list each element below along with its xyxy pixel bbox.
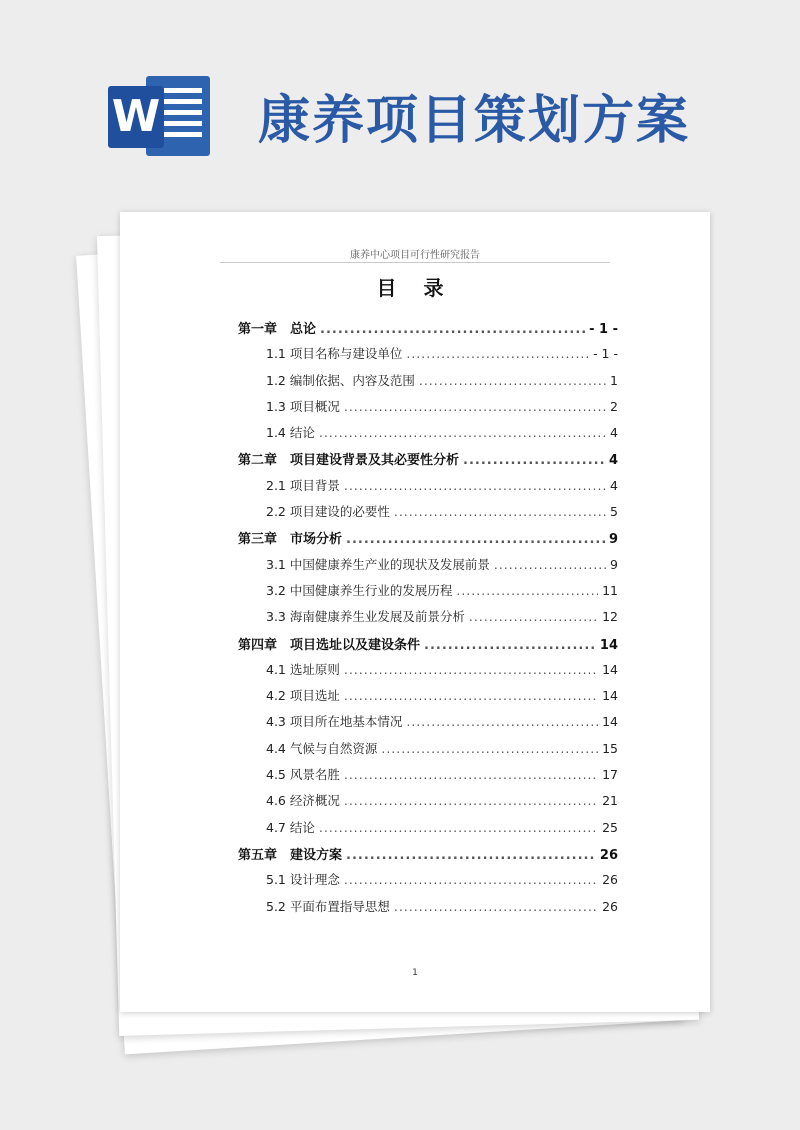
toc-entry-page: 9 <box>608 532 618 548</box>
toc-entry-page: 14 <box>602 714 618 730</box>
toc-dot-leader <box>456 583 598 598</box>
toc-entry-page: 26 <box>602 898 618 914</box>
toc-entry-label: 第三章 市场分析 <box>238 532 343 548</box>
toc-section-entry[interactable] <box>238 555 618 581</box>
toc-entry-page: 2 <box>610 398 618 414</box>
toc-section-entry[interactable] <box>238 344 618 370</box>
toc-dot-leader <box>344 793 598 808</box>
toc-section-entry[interactable] <box>238 765 618 791</box>
toc-entry-label: 3.1 中国健康养生产业的现状及发展前景 <box>266 556 490 572</box>
toc-entry-label: 5.2 平面布置指导思想 <box>266 898 390 914</box>
toc-section-entry[interactable] <box>238 870 618 896</box>
toc-entry-label: 2.2 项目建设的必要性 <box>266 504 390 520</box>
toc-dot-leader <box>344 478 606 493</box>
toc-section-entry[interactable] <box>238 791 618 817</box>
toc-entry-page: 21 <box>602 793 618 809</box>
toc-dot-leader <box>469 609 598 624</box>
toc-entry-label: 4.2 项目选址 <box>266 688 340 704</box>
toc-entry-label: 4.1 选址原则 <box>266 661 340 677</box>
toc-entry-label: 第二章 项目建设背景及其必要性分析 <box>238 453 460 469</box>
toc-chapter-entry[interactable] <box>238 844 618 870</box>
toc-section-entry[interactable] <box>238 897 618 923</box>
toc-chapter-entry[interactable] <box>238 634 618 660</box>
toc-entry-page: 14 <box>599 637 618 653</box>
toc-section-entry[interactable] <box>238 712 618 738</box>
toc-entry-page: 12 <box>602 609 618 625</box>
toc-entry-page: 1 <box>610 372 618 388</box>
toc-entry-page: 26 <box>602 872 618 888</box>
toc-entry-label: 4.3 项目所在地基本情况 <box>266 714 403 730</box>
toc-section-entry[interactable] <box>238 739 618 765</box>
toc-entry-page: 14 <box>602 661 618 677</box>
toc-dot-leader <box>346 848 596 863</box>
toc-title: 目 录 <box>376 276 454 300</box>
toc-entry-label: 第五章 建设方案 <box>238 847 343 863</box>
banner <box>0 0 800 200</box>
toc-entry-page: - 1 - <box>593 346 618 362</box>
toc-section-entry[interactable] <box>238 660 618 686</box>
toc-entry-page: 4 <box>608 453 618 469</box>
toc-entry-page: 4 <box>610 477 618 493</box>
toc-section-entry[interactable] <box>238 686 618 712</box>
toc-entry-page: 26 <box>599 847 618 863</box>
toc-section-entry[interactable] <box>238 607 618 633</box>
toc-dot-leader <box>320 322 585 337</box>
word-logo-icon <box>108 74 214 158</box>
toc-chapter-entry[interactable] <box>238 528 618 554</box>
toc-entry-label: 第四章 项目选址以及建设条件 <box>238 637 421 653</box>
toc-entry-label: 4.7 结论 <box>266 819 315 835</box>
toc-entry-label: 4.5 风景名胜 <box>266 767 340 783</box>
toc-dot-leader <box>344 872 598 887</box>
banner-title: 康养项目策划方案 <box>258 91 691 151</box>
toc-entry-page: - 1 - <box>589 322 618 337</box>
toc-section-entry[interactable] <box>238 423 618 449</box>
toc-section-entry[interactable] <box>238 818 618 844</box>
toc-entry-label: 2.1 项目背景 <box>266 477 340 493</box>
toc-entry-label: 1.1 项目名称与建设单位 <box>266 346 403 362</box>
toc-entry-label: 4.6 经济概况 <box>266 793 340 809</box>
toc-dot-leader <box>344 688 598 703</box>
toc-entry-page: 4 <box>610 425 618 441</box>
toc-entry-page: 25 <box>602 819 618 835</box>
toc-dot-leader <box>494 557 606 572</box>
toc-entry-page: 5 <box>610 504 618 520</box>
toc-entry-page: 11 <box>602 582 618 598</box>
table-of-contents <box>238 318 618 923</box>
toc-entry-label: 3.3 海南健康养生业发展及前景分析 <box>266 609 465 625</box>
toc-entry-label: 3.2 中国健康养生行业的发展历程 <box>266 582 453 598</box>
header-rule <box>220 262 610 263</box>
toc-dot-leader <box>319 820 598 835</box>
toc-dot-leader <box>344 399 606 414</box>
toc-dot-leader <box>344 662 598 677</box>
toc-entry-page: 14 <box>602 688 618 704</box>
toc-dot-leader <box>394 504 606 519</box>
toc-entry-label: 第一章 总论 <box>238 322 317 337</box>
toc-entry-label: 1.4 结论 <box>266 425 315 441</box>
page-number: 1 <box>412 968 418 978</box>
document-page <box>120 212 710 1012</box>
toc-dot-leader <box>381 741 598 756</box>
toc-section-entry[interactable] <box>238 371 618 397</box>
toc-entry-page: 15 <box>602 740 618 756</box>
toc-dot-leader <box>319 425 606 440</box>
toc-dot-leader <box>424 638 596 653</box>
toc-dot-leader <box>406 714 598 729</box>
word-logo-letter: W <box>108 86 164 148</box>
page-header: 康养中心项目可行性研究报告 <box>350 250 480 261</box>
toc-dot-leader <box>394 899 598 914</box>
toc-section-entry[interactable] <box>238 397 618 423</box>
toc-section-entry[interactable] <box>238 476 618 502</box>
toc-entry-label: 1.3 项目概况 <box>266 398 340 414</box>
toc-dot-leader <box>406 346 589 361</box>
toc-section-entry[interactable] <box>238 502 618 528</box>
toc-entry-page: 17 <box>602 767 618 783</box>
toc-chapter-entry[interactable] <box>238 318 618 344</box>
toc-dot-leader <box>346 532 605 547</box>
toc-entry-label: 1.2 编制依据、内容及范围 <box>266 372 415 388</box>
toc-dot-leader <box>463 453 605 468</box>
toc-chapter-entry[interactable] <box>238 449 618 475</box>
word-logo-lines <box>160 88 202 143</box>
toc-dot-leader <box>344 767 598 782</box>
toc-section-entry[interactable] <box>238 581 618 607</box>
toc-entry-label: 4.4 气候与自然资源 <box>266 740 378 756</box>
toc-entry-page: 9 <box>610 556 618 572</box>
toc-dot-leader <box>419 373 606 388</box>
toc-entry-label: 5.1 设计理念 <box>266 872 340 888</box>
